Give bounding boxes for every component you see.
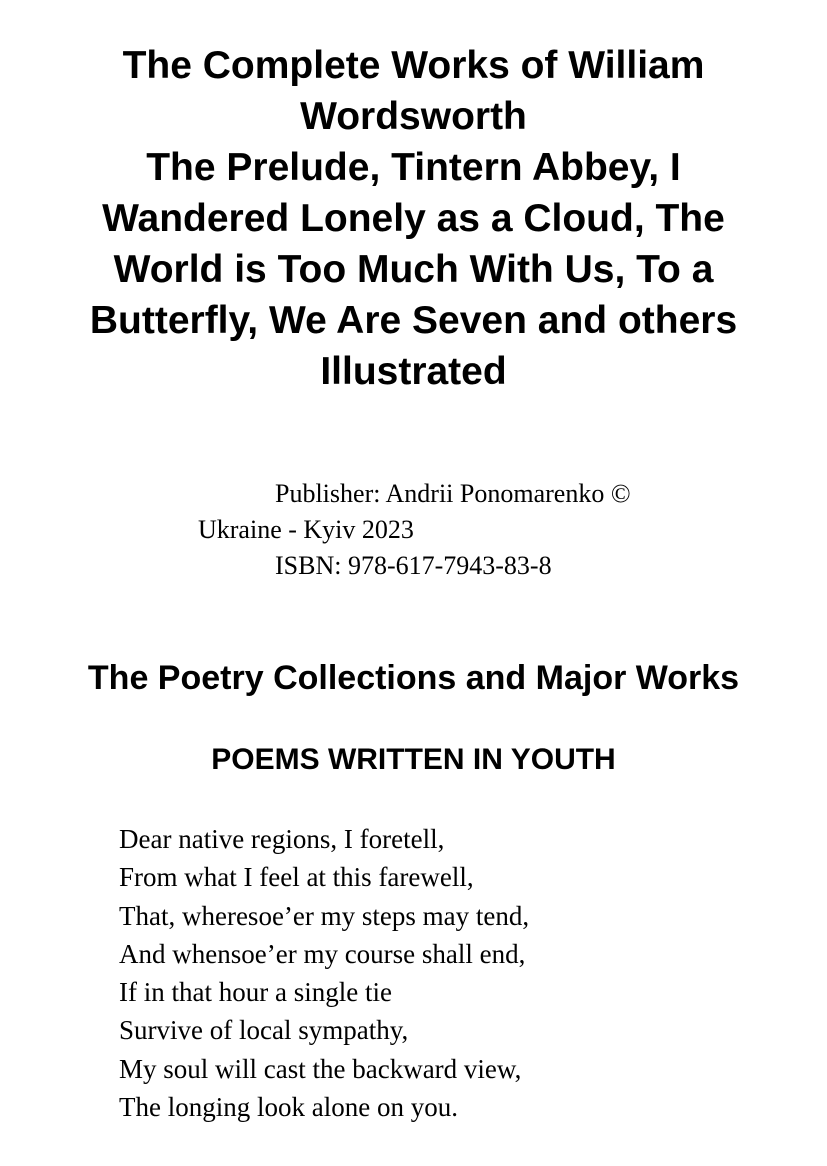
poem-line: My soul will cast the backward view, [119,1053,522,1084]
book-title-line: Butterfly, We Are Seven and others [89,299,738,342]
poem-line: The longing look alone on you. [119,1092,458,1123]
poem-line: Survive of local sympathy, [119,1015,409,1046]
poem-line: That, wheresoe’er my steps may tend, [119,900,530,931]
poem-stanza [119,820,799,1126]
publisher-location-year: Ukraine - Kyiv 2023 [198,515,414,544]
book-title [20,40,807,397]
book-title-line: World is Too Much With Us, To a [113,248,714,291]
section-heading: The Poetry Collections and Major Works [87,659,740,697]
poem-line: Dear native regions, I foretell, [119,824,445,854]
poem-line: If in that hour a single tie [119,977,392,1008]
book-title-line: Wandered Lonely as a Cloud, The [102,197,725,240]
book-title-line: Wordsworth [300,95,527,138]
book-title-line: Illustrated [320,350,507,393]
poem-line: And whensoe’er my course shall end, [119,938,526,969]
sub-heading: POEMS WRITTEN IN YOUTH [211,743,616,776]
book-title-line: The Complete Works of William [122,44,705,87]
poem-line: From what I feel at this farewell, [119,862,474,893]
publisher-name: Publisher: Andrii Ponomarenko © [275,479,631,508]
book-title-line: The Prelude, Tintern Abbey, I [146,146,681,189]
isbn: ISBN: 978-617-7943-83-8 [275,551,552,580]
